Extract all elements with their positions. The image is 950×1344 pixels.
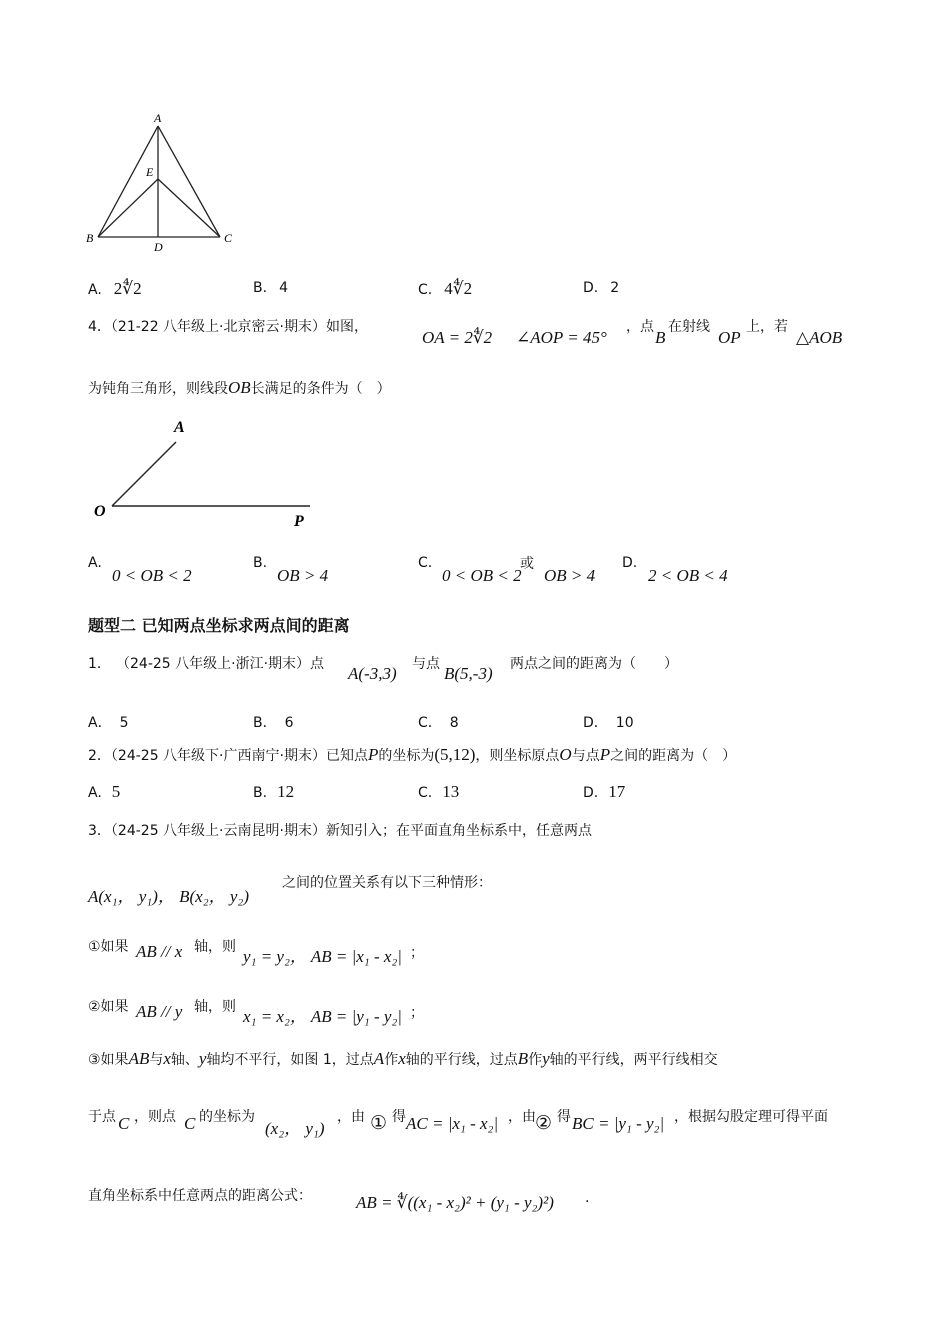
text: . bbox=[585, 1190, 590, 1206]
option-value: 0 < OB < 2 bbox=[112, 566, 192, 585]
text: 得 bbox=[557, 1109, 571, 1125]
circle-1: ① bbox=[370, 1113, 388, 1134]
text: ③如果 bbox=[88, 1052, 129, 1068]
fig2-label-p: P bbox=[294, 513, 304, 530]
text: 轴，则 bbox=[194, 999, 236, 1015]
fig2-label-o: O bbox=[94, 503, 106, 520]
math-result: x₁ = x₂， AB = |y₁ - y₂| bbox=[243, 1007, 402, 1026]
question-source: （24-25 八年级下·广西南宁·期末）已知点 bbox=[110, 748, 368, 764]
s2q3-stem bbox=[88, 820, 592, 840]
point-p: P bbox=[599, 745, 611, 764]
q4-oa-expr: OA = 2∜2 bbox=[422, 328, 493, 347]
option-letter: C． bbox=[418, 715, 442, 731]
s2q2-option-a[interactable] bbox=[88, 782, 120, 802]
text: 与点 bbox=[571, 748, 600, 764]
segment-ob: OB bbox=[228, 378, 251, 397]
fig1-label-e: E bbox=[146, 165, 154, 179]
text: 轴的平行线，过点 bbox=[405, 1052, 518, 1068]
question-source: （21-22 八年级上·北京密云·期末）如图， bbox=[110, 319, 368, 335]
text: 的坐标为 bbox=[378, 748, 435, 764]
q4-stem-line2 bbox=[88, 378, 391, 398]
point-p: P bbox=[367, 745, 379, 764]
text: 之间的距离为（ ） bbox=[610, 748, 737, 764]
math-result: y₁ = y₂， AB = |x₁ - x₂| bbox=[243, 947, 402, 966]
fig1-label-a: A bbox=[154, 111, 162, 125]
option-value: 2 bbox=[610, 280, 620, 296]
option-value: 4 bbox=[279, 280, 288, 296]
text: ①如果 bbox=[88, 939, 129, 955]
q4-angle-expr: ∠AOP = 45° bbox=[516, 328, 607, 347]
s2q1-option-c[interactable] bbox=[418, 712, 459, 732]
math-cond: AB // y bbox=[136, 1002, 183, 1021]
point-c: C bbox=[184, 1114, 196, 1133]
text: 得 bbox=[392, 1109, 406, 1125]
figure-triangle bbox=[80, 108, 250, 253]
question-number: 1． bbox=[88, 656, 111, 672]
text: 的坐标为 bbox=[199, 1109, 255, 1125]
option-value: 5 bbox=[111, 782, 121, 801]
option-letter: D． bbox=[583, 715, 608, 731]
text: 之间的位置关系有以下三种情形： bbox=[282, 875, 492, 891]
q4-text-if: 上，若 bbox=[746, 319, 788, 335]
text: ，根据勾股定理可得平面 bbox=[674, 1109, 828, 1125]
option-letter: A. bbox=[88, 282, 102, 298]
s2q1-option-a[interactable] bbox=[88, 712, 129, 732]
q4-text-point: ，点 bbox=[626, 319, 654, 335]
q3-option-b[interactable] bbox=[253, 279, 288, 297]
option-value: 5 bbox=[119, 715, 129, 731]
fig2-label-a: A bbox=[174, 419, 185, 436]
option-or: 或 bbox=[520, 556, 534, 572]
text: 轴的平行线，两平行线相交 bbox=[549, 1052, 718, 1068]
option-value: 17 bbox=[608, 782, 626, 801]
text: 为钝角三角形，则线段 bbox=[88, 381, 228, 397]
question-number: 2． bbox=[88, 748, 111, 764]
s2q2-option-c[interactable] bbox=[418, 782, 459, 802]
option-value: 8 bbox=[449, 715, 459, 731]
circle-2: ② bbox=[535, 1113, 553, 1134]
point-o: O bbox=[559, 745, 572, 764]
text: ，由 bbox=[337, 1109, 365, 1125]
q4-ray-op: OP bbox=[718, 328, 741, 347]
math-cond: AB // x bbox=[136, 942, 183, 961]
question-number: 3． bbox=[88, 823, 111, 839]
point-b: B(5,-3) bbox=[444, 664, 493, 683]
option-value: OB > 4 bbox=[277, 566, 329, 585]
option-letter: B. bbox=[253, 280, 268, 296]
option-letter: C. bbox=[418, 785, 433, 801]
math-bc: BC = |y₁ - y₂| bbox=[572, 1114, 665, 1133]
option-value: 0 < OB < 2 bbox=[442, 566, 522, 585]
option-letter: C. bbox=[418, 282, 433, 298]
s2q3-case3-line1 bbox=[88, 1049, 718, 1069]
text: ，则坐标原点 bbox=[475, 748, 560, 764]
question-source: （24-25 八年级上·浙江·期末）点 bbox=[116, 656, 325, 672]
point-c: C bbox=[118, 1114, 130, 1133]
option-letter: D. bbox=[583, 280, 599, 296]
text: ，由 bbox=[508, 1109, 536, 1125]
text: 直角坐标系中任意两点的距离公式： bbox=[88, 1188, 312, 1204]
text: 轴，则 bbox=[194, 939, 236, 955]
option-letter: B． bbox=[253, 715, 277, 731]
s2q2-option-d[interactable] bbox=[583, 782, 625, 802]
var-y: y bbox=[542, 1049, 550, 1068]
fig1-label-c: C bbox=[224, 231, 233, 245]
option-letter: A. bbox=[88, 555, 102, 571]
option-letter: D. bbox=[583, 785, 599, 801]
q3-option-d[interactable] bbox=[583, 279, 619, 297]
text: 与点 bbox=[412, 656, 440, 672]
section-heading: 题型二 已知两点坐标求两点间的距离 bbox=[88, 616, 350, 635]
text: 两点之间的距离为（ ） bbox=[510, 656, 678, 672]
q4-stem-line1 bbox=[88, 316, 368, 336]
coordinate: (5,12) bbox=[434, 745, 476, 764]
fig1-label-d: D bbox=[154, 240, 163, 253]
text: 轴、 bbox=[170, 1052, 199, 1068]
s2q1-option-d[interactable] bbox=[583, 712, 634, 732]
s2q2-stem bbox=[88, 745, 736, 765]
text: ； bbox=[410, 1005, 424, 1021]
option-letter: A. bbox=[88, 785, 102, 801]
question-source: （24-25 八年级上·云南昆明·期末）新知引入；在平面直角坐标系中，任意两点 bbox=[110, 823, 592, 839]
coordinate: (x₂， y₁) bbox=[265, 1119, 325, 1138]
option-letter: B. bbox=[253, 785, 268, 801]
math-ac: AC = |x₁ - x₂| bbox=[406, 1114, 499, 1133]
q3-option-c[interactable] bbox=[418, 279, 472, 299]
q4-point-b: B bbox=[655, 328, 666, 347]
var-y: y bbox=[198, 1049, 207, 1068]
text: ②如果 bbox=[88, 999, 129, 1015]
option-letter: A． bbox=[88, 715, 112, 731]
math-points: A(x₁， y₁)， B(x₂， y₂) bbox=[88, 887, 249, 906]
option-letter: C. bbox=[418, 555, 433, 571]
option-value: 6 bbox=[284, 715, 294, 731]
text: 于点 bbox=[88, 1109, 116, 1125]
var-x: x bbox=[398, 1049, 406, 1068]
text: 轴均不平行，如图 1，过点 bbox=[206, 1052, 374, 1068]
option-value: 10 bbox=[615, 715, 634, 731]
figure-angle-aop bbox=[88, 412, 328, 534]
text: 长满足的条件为（ ） bbox=[250, 381, 391, 397]
text: 与 bbox=[149, 1052, 164, 1068]
s2q1-option-b[interactable] bbox=[253, 712, 294, 732]
point-a: A bbox=[373, 1049, 385, 1068]
var-x: x bbox=[163, 1049, 171, 1068]
q3-option-a[interactable] bbox=[88, 279, 142, 299]
option-value: 12 bbox=[277, 782, 295, 801]
question-number: 4． bbox=[88, 319, 111, 335]
point-a: A(-3,3) bbox=[348, 664, 397, 683]
text: 作 bbox=[528, 1052, 543, 1068]
distance-formula: AB = ∜((x₁ - x₂)² + (y₁ - y₂)²) bbox=[356, 1193, 554, 1212]
option-value: 13 bbox=[442, 782, 460, 801]
option-letter: D. bbox=[622, 555, 638, 571]
option-letter: B. bbox=[253, 555, 268, 571]
s2q2-option-b[interactable] bbox=[253, 782, 294, 802]
text: ； bbox=[410, 945, 424, 961]
q4-triangle: △AOB bbox=[796, 328, 843, 347]
option-value: 2∜2 bbox=[113, 279, 142, 298]
text: 作 bbox=[384, 1052, 399, 1068]
fig1-label-b: B bbox=[86, 231, 94, 245]
point-b: B bbox=[517, 1049, 529, 1068]
option-value: 2 < OB < 4 bbox=[648, 566, 728, 585]
text: ，则点 bbox=[134, 1109, 176, 1125]
option-value: 4∜2 bbox=[444, 279, 473, 298]
option-value-2: OB > 4 bbox=[544, 566, 596, 585]
segment-ab: AB bbox=[128, 1049, 150, 1068]
q4-text-ray: 在射线 bbox=[668, 319, 710, 335]
